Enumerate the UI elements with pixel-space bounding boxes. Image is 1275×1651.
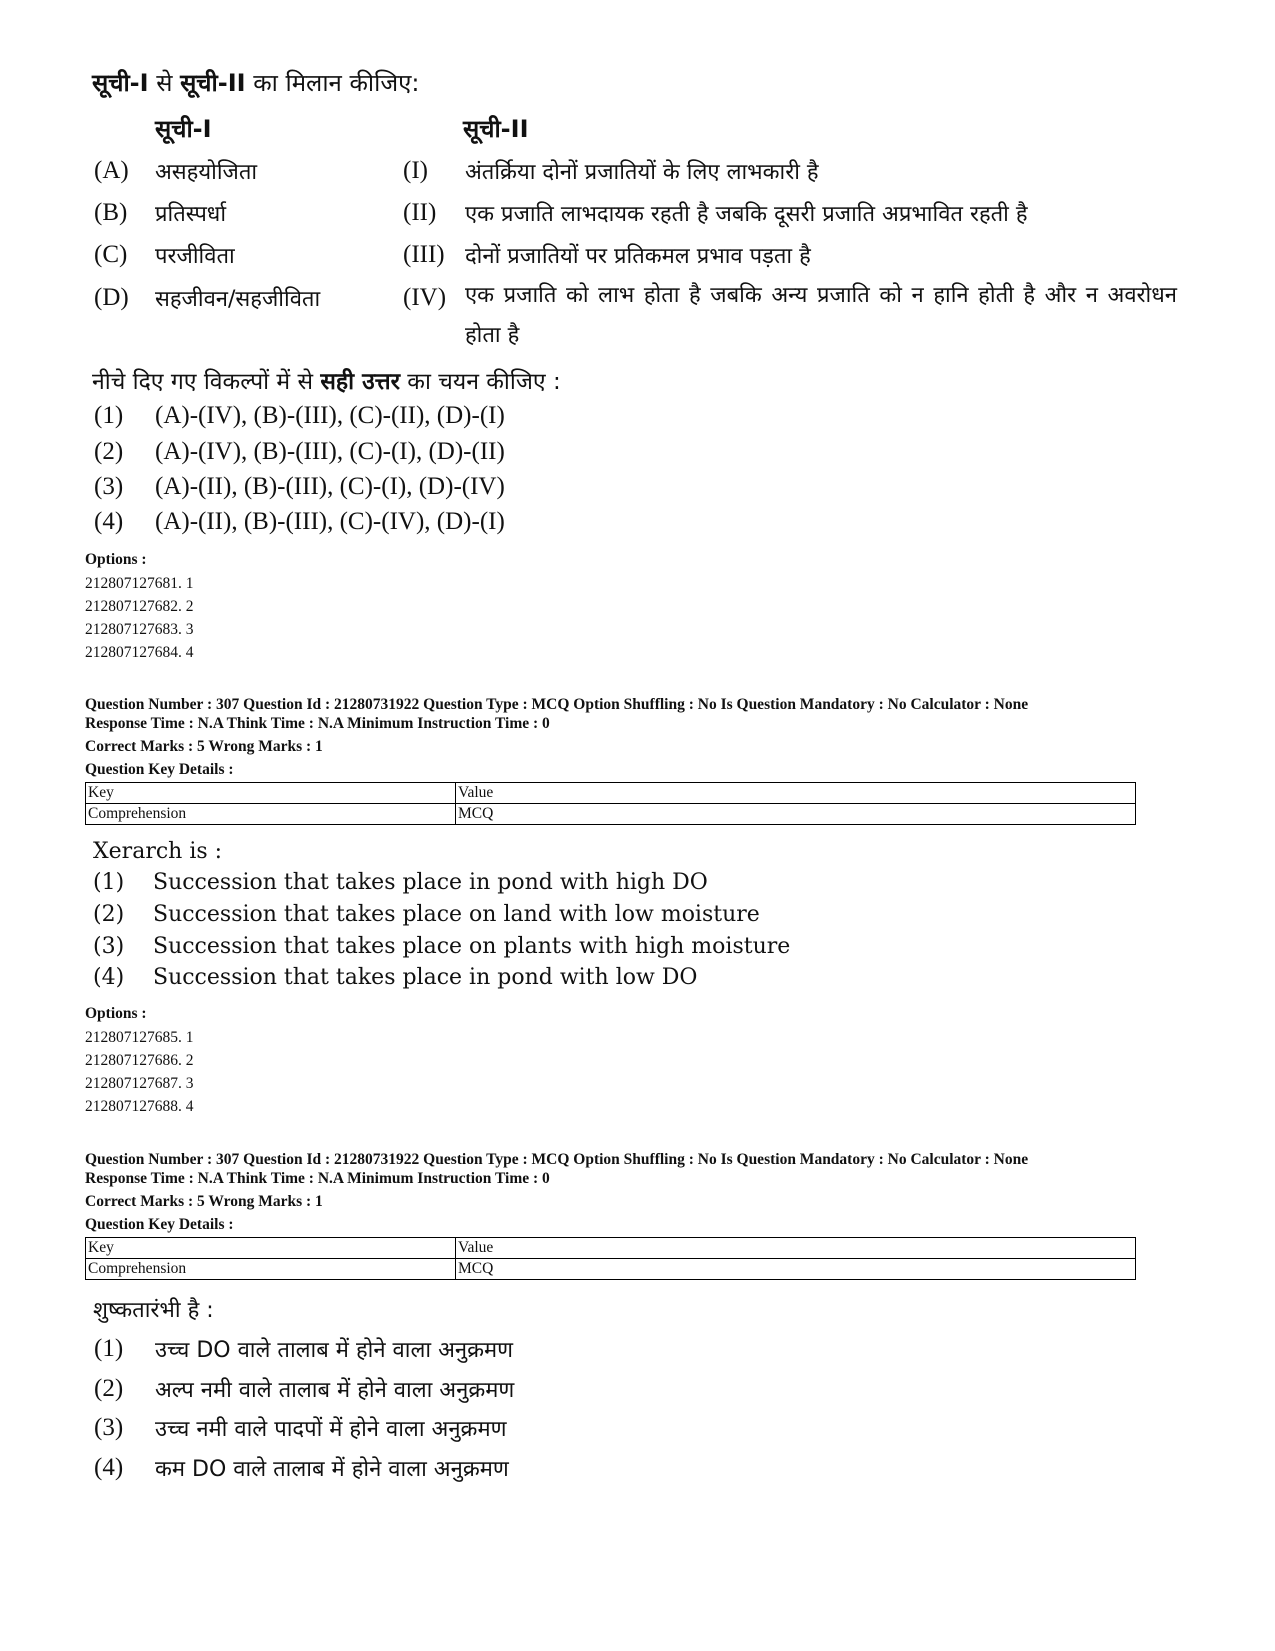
question-meta-line2: Response Time : N.A Think Time : N.A Minimum Instruction Time : 0: [85, 715, 550, 732]
options-label: Options :: [85, 1005, 147, 1022]
table-cell-key: Comprehension: [86, 804, 456, 825]
choice-text: कम DO वाले तालाब में होने वाला अनुक्रमण: [155, 1457, 509, 1482]
row-desc-i: अंतर्क्रिया दोनों प्रजातियों के लिए लाभकारी है: [465, 160, 819, 185]
option-id: 212807127682. 2: [85, 598, 194, 615]
choice-number: (4): [94, 1454, 124, 1481]
table-header-value: Value: [456, 783, 1136, 804]
question-meta-line1: Question Number : 307 Question Id : 21280731922 Question Type : MCQ Option Shuffling : No Is Question Mandatory : No Calculator : None: [85, 1151, 1029, 1168]
row-label-a: (A): [94, 157, 129, 184]
instruction-bold: सही उत्तर: [320, 369, 400, 395]
list2-heading: सूची-II: [463, 115, 529, 143]
instruction: [92, 364, 561, 396]
key-details-table: [85, 1237, 1136, 1280]
table-cell-value: MCQ: [456, 1259, 1136, 1280]
row-label-c: (C): [94, 241, 128, 268]
choice-number: (1): [94, 1335, 124, 1362]
table-row: [86, 804, 1136, 825]
choice-text: Succession that takes place in pond with high DO: [153, 870, 708, 895]
options-label: Options :: [85, 551, 147, 568]
key-details-label: Question Key Details :: [85, 761, 234, 778]
question-title: [92, 66, 420, 99]
title-tail: का मिलान कीजिए:: [245, 69, 420, 97]
choice-number: (2): [94, 1375, 124, 1402]
choice-number: (4): [94, 508, 124, 535]
choice-number: (3): [94, 1414, 124, 1441]
row-label-iii: (III): [403, 241, 445, 268]
question-meta-line2: Response Time : N.A Think Time : N.A Minimum Instruction Time : 0: [85, 1170, 550, 1187]
table-cell-key: Comprehension: [86, 1259, 456, 1280]
option-id: 212807127683. 3: [85, 621, 194, 638]
option-id: 212807127681. 1: [85, 575, 194, 592]
table-header-key: Key: [86, 783, 456, 804]
option-id: 212807127687. 3: [85, 1075, 194, 1092]
choice-number: (4): [93, 965, 125, 990]
table-header-value: Value: [456, 1238, 1136, 1259]
row-desc-iii: दोनों प्रजातियों पर प्रतिकमल प्रभाव पड़ता है: [465, 244, 811, 269]
option-id: 212807127686. 2: [85, 1052, 194, 1069]
row-label-iv: (IV): [403, 284, 447, 311]
choice-number: (1): [93, 870, 125, 895]
choice-number: (2): [93, 902, 125, 927]
row-label-i: (I): [403, 157, 428, 184]
choice-text: (A)-(II), (B)-(III), (C)-(IV), (D)-(I): [155, 508, 505, 535]
title-list1: सूची-I: [92, 69, 149, 97]
key-details-label: Question Key Details :: [85, 1216, 234, 1233]
marks: Correct Marks : 5 Wrong Marks : 1: [85, 738, 323, 755]
row-term-c: परजीविता: [155, 244, 235, 269]
choice-text: Succession that takes place on plants with high moisture: [153, 934, 791, 959]
choice-text: उच्च DO वाले तालाब में होने वाला अनुक्रमण: [155, 1338, 514, 1363]
row-desc-iv: एक प्रजाति को लाभ होता है जबकि अन्य प्रजाति को न हानि होती है और न अवरोधन होता है: [465, 283, 1177, 348]
choice-number: (2): [94, 438, 124, 465]
list1-heading: सूची-I: [155, 115, 212, 143]
question-text: Xerarch is :: [93, 839, 223, 864]
choice-text: Succession that takes place in pond with low DO: [153, 965, 698, 990]
option-id: 212807127684. 4: [85, 644, 194, 661]
row-label-d: (D): [94, 284, 129, 311]
instruction-post: का चयन कीजिए :: [400, 369, 561, 395]
row-term-d: सहजीवन/सहजीविता: [155, 287, 321, 312]
option-id: 212807127688. 4: [85, 1098, 194, 1115]
choice-number: (3): [93, 934, 125, 959]
title-list2: सूची-II: [180, 69, 246, 97]
table-header-key: Key: [86, 1238, 456, 1259]
option-id: 212807127685. 1: [85, 1029, 194, 1046]
key-details-table: [85, 782, 1136, 825]
choice-text: अल्प नमी वाले तालाब में होने वाला अनुक्रमण: [155, 1378, 515, 1403]
choice-text: उच्च नमी वाले पादपों में होने वाला अनुक्रमण: [155, 1417, 507, 1442]
row-desc-ii: एक प्रजाति लाभदायक रहती है जबकि दूसरी प्रजाति अप्रभावित रहती है: [465, 202, 1028, 227]
row-label-ii: (II): [403, 199, 437, 226]
table-row: [86, 1259, 1136, 1280]
row-term-b: प्रतिस्पर्धा: [155, 202, 227, 227]
marks: Correct Marks : 5 Wrong Marks : 1: [85, 1193, 323, 1210]
table-cell-value: MCQ: [456, 804, 1136, 825]
choice-number: (1): [94, 402, 124, 429]
choice-text: Succession that takes place on land with low moisture: [153, 902, 760, 927]
title-mid: से: [148, 69, 181, 97]
choice-number: (3): [94, 473, 124, 500]
row-term-a: असहयोजिता: [155, 160, 258, 185]
instruction-pre: नीचे दिए गए विकल्पों में से: [92, 369, 321, 395]
choice-text: (A)-(IV), (B)-(III), (C)-(II), (D)-(I): [155, 402, 505, 429]
choice-text: (A)-(II), (B)-(III), (C)-(I), (D)-(IV): [155, 473, 505, 500]
question-meta-line1: Question Number : 307 Question Id : 21280731922 Question Type : MCQ Option Shuffling : No Is Question Mandatory : No Calculator : None: [85, 696, 1029, 713]
question-text: शुष्कतारंभी है :: [93, 1298, 214, 1323]
table-header-row: [86, 783, 1136, 804]
row-label-b: (B): [94, 199, 128, 226]
choice-text: (A)-(IV), (B)-(III), (C)-(I), (D)-(II): [155, 438, 505, 465]
table-header-row: [86, 1238, 1136, 1259]
